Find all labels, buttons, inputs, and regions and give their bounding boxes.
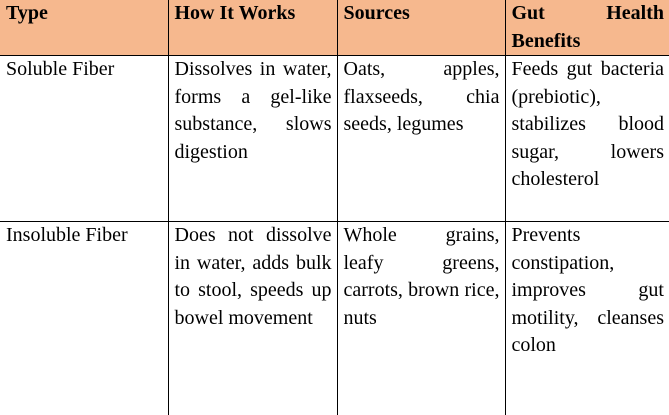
cell-sources: Oats, apples, flaxseeds, chia seeds, legumes bbox=[337, 56, 505, 222]
cell-how-it-works: Dissolves in water, forms a gel-like substance, slows digestion bbox=[168, 56, 337, 222]
column-header-sources: Sources bbox=[337, 0, 505, 56]
cell-gut-health-benefits: Prevents constipation, improves gut motility, cleanses colon bbox=[505, 222, 669, 415]
table-row-soluble-fiber bbox=[0, 56, 669, 222]
cell-sources: Whole grains, leafy greens, carrots, brown rice, nuts bbox=[337, 222, 505, 415]
cell-gut-health-benefits: Feeds gut bacteria (prebiotic), stabilizes blood sugar, lowers cholesterol bbox=[505, 56, 669, 222]
table-header-row bbox=[0, 0, 669, 56]
cell-how-it-works: Does not dissolve in water, adds bulk to stool, speeds up bowel movement bbox=[168, 222, 337, 415]
cell-type: Insoluble Fiber bbox=[0, 222, 168, 415]
cell-type: Soluble Fiber bbox=[0, 56, 168, 222]
column-header-how-it-works: How It Works bbox=[168, 0, 337, 56]
column-header-gut-health-benefits: Gut Health Benefits bbox=[505, 0, 669, 56]
column-header-type: Type bbox=[0, 0, 168, 56]
table-row-insoluble-fiber bbox=[0, 222, 669, 415]
